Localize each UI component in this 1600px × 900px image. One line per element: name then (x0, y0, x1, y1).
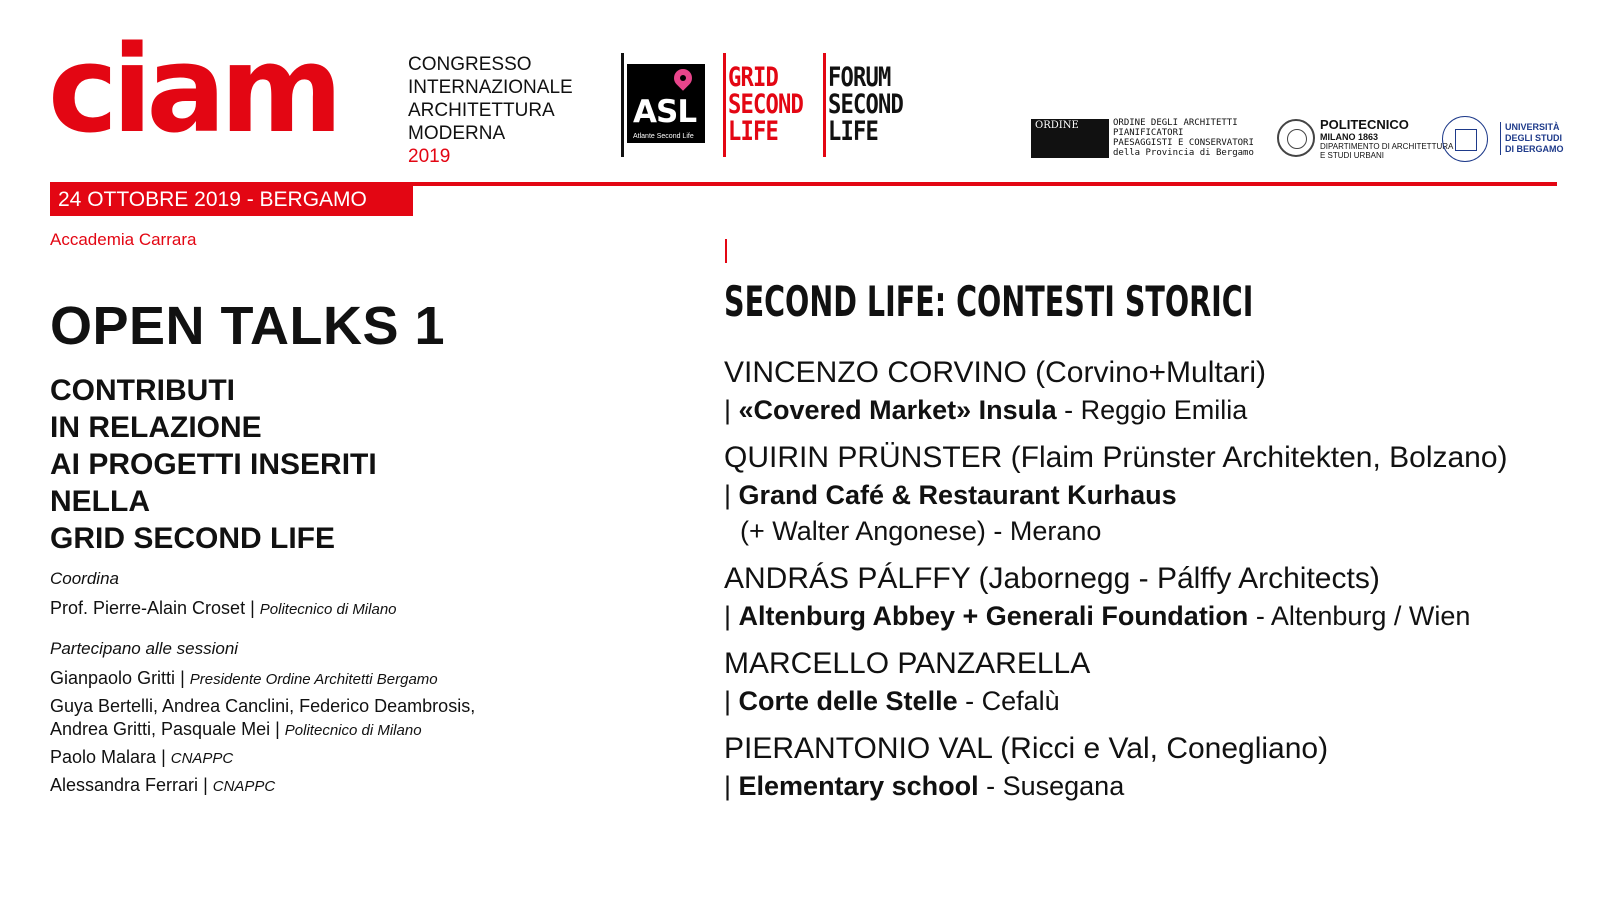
unibg-line: DEGLI STUDI (1505, 133, 1563, 143)
ciam-subtitle (408, 53, 573, 168)
politecnico-sub-line: E STUDI URBANI (1320, 151, 1385, 160)
speaker-name: ANDRÁS PÁLFFY (Jabornegg - Pálffy Architects) (724, 562, 1380, 595)
unibg-seal-icon (1442, 116, 1488, 162)
talk-entry (724, 439, 1564, 549)
ordine-text: ORDINE DEGLI ARCHITETTI PIANIFICATORI PAESAGGISTI E CONSERVATORI della Provincia di Bergamo (1113, 118, 1254, 158)
coordinator-label: Coordina (50, 569, 119, 588)
unibg-logo-text (1500, 122, 1564, 155)
bar: | (724, 771, 739, 801)
participant-name: Gianpaolo Gritti (50, 668, 176, 688)
coordinator (50, 598, 397, 619)
project-place: - Reggio Emilia (1056, 395, 1248, 425)
project-extra: (+ Walter Angonese) - Merano (740, 516, 1102, 546)
page-subtitle (50, 372, 377, 557)
participant-affiliation: CNAPPC (212, 778, 276, 795)
grid-divider (723, 53, 726, 157)
event-venue: Accademia Carrara (50, 230, 197, 249)
talk-project (724, 683, 1564, 719)
politecnico-sub-line: MILANO 1863 (1320, 132, 1379, 142)
forum-second-life-logo (828, 64, 903, 145)
talk-project (724, 477, 1564, 513)
talk-entry (724, 730, 1564, 804)
ciam-year: 2019 (408, 146, 451, 167)
subtitle-line: GRID SECOND LIFE (50, 522, 336, 555)
bar: | (724, 480, 739, 510)
forum-divider (823, 53, 826, 157)
participant-name: Paolo Malara (50, 747, 157, 767)
page-title: OPEN TALKS 1 (50, 296, 446, 356)
asl-divider (621, 53, 624, 157)
ciam-subtitle-line: MODERNA (408, 123, 506, 144)
participant-row: Gianpaolo Gritti | Presidente Ordine Architetti Bergamo (50, 668, 438, 688)
project-title: Corte delle Stelle (738, 686, 958, 716)
project-title: Grand Café & Restaurant Kurhaus (738, 480, 1177, 510)
unibg-line: DI BERGAMO (1505, 144, 1564, 154)
project-place: - Susegana (978, 771, 1125, 801)
section-title: SECOND LIFE: CONTESTI STORICI (724, 277, 1254, 326)
subtitle-line: AI PROGETTI INSERITI (50, 448, 377, 481)
project-title: Altenburg Abbey + Generali Foundation (738, 601, 1249, 631)
participant-name: Andrea Gritti, Pasquale Mei (50, 719, 271, 739)
section-marker (725, 239, 727, 263)
politecnico-sub-line: DIPARTIMENTO DI ARCHITETTURA (1320, 142, 1454, 151)
politecnico-title: POLITECNICO (1320, 117, 1409, 132)
ciam-logo: ciam (48, 18, 337, 160)
grid-line: LIFE (728, 116, 779, 147)
subtitle-line: IN RELAZIONE (50, 411, 262, 444)
ciam-subtitle-line: ARCHITETTURA (408, 100, 555, 121)
participant-affiliation: CNAPPC (170, 750, 234, 767)
participants-list (50, 667, 475, 802)
forum-line: FORUM (828, 62, 891, 93)
asl-caption: Atlante Second Life (633, 133, 694, 140)
bar: | (724, 601, 739, 631)
event-date: 24 OTTOBRE 2019 - BERGAMO (50, 184, 413, 216)
talk-project (724, 598, 1564, 634)
ordine-logo: ORDINE (1031, 119, 1109, 158)
talk-project (724, 768, 1564, 804)
map-pin-icon (670, 65, 695, 90)
project-place: - Cefalù (957, 686, 1060, 716)
forum-line: SECOND (828, 89, 904, 120)
asl-abbr: ASL (633, 94, 697, 130)
participant-name: Alessandra Ferrari (50, 775, 199, 795)
bar: | (724, 395, 739, 425)
subtitle-line: CONTRIBUTI (50, 374, 235, 407)
grid-line: SECOND (728, 89, 804, 120)
asl-logo (627, 64, 705, 143)
project-place: - Altenburg / Wien (1248, 601, 1471, 631)
speaker-name: VINCENZO CORVINO (Corvino+Multari) (724, 356, 1267, 389)
participant-affiliation: Politecnico di Milano (284, 722, 422, 739)
participant-row: Alessandra Ferrari | CNAPPC (50, 775, 276, 795)
bar: | (724, 686, 739, 716)
separator: | (245, 598, 260, 618)
speaker-name: QUIRIN PRÜNSTER (Flaim Prünster Architekten, Bolzano) (724, 441, 1508, 474)
talk-project (724, 392, 1564, 428)
participant-row: Paolo Malara | CNAPPC (50, 747, 234, 767)
grid-line: GRID (728, 62, 779, 93)
participant-name: Guya Bertelli, Andrea Canclini, Federico Deambrosis, (50, 696, 476, 716)
participants-label: Partecipano alle sessioni (50, 639, 239, 658)
project-title: Elementary school (738, 771, 979, 801)
talk-entry (724, 645, 1564, 719)
participant-row: Guya Bertelli, Andrea Canclini, Federico Deambrosis, Andrea Gritti, Pasquale Mei | Politecnico di Milano (50, 696, 476, 739)
project-title: «Covered Market» Insula (738, 395, 1057, 425)
politecnico-subtitle (1320, 133, 1453, 160)
subtitle-line: NELLA (50, 485, 150, 518)
forum-line: LIFE (828, 116, 879, 147)
talk-entry (724, 354, 1564, 428)
talks-list (724, 354, 1564, 815)
politecnico-seal-icon (1277, 119, 1315, 157)
participant-affiliation: Presidente Ordine Architetti Bergamo (189, 671, 438, 688)
speaker-name: MARCELLO PANZARELLA (724, 647, 1091, 680)
coordinator-affiliation: Politecnico di Milano (259, 601, 397, 618)
talk-entry (724, 560, 1564, 634)
unibg-line: UNIVERSITÀ (1505, 122, 1560, 132)
speaker-name: PIERANTONIO VAL (Ricci e Val, Conegliano) (724, 732, 1329, 765)
grid-second-life-logo (728, 64, 803, 145)
ciam-subtitle-line: INTERNAZIONALE (408, 77, 573, 98)
coordinator-name: Prof. Pierre-Alain Croset (50, 598, 246, 618)
ciam-subtitle-line: CONGRESSO (408, 54, 532, 75)
